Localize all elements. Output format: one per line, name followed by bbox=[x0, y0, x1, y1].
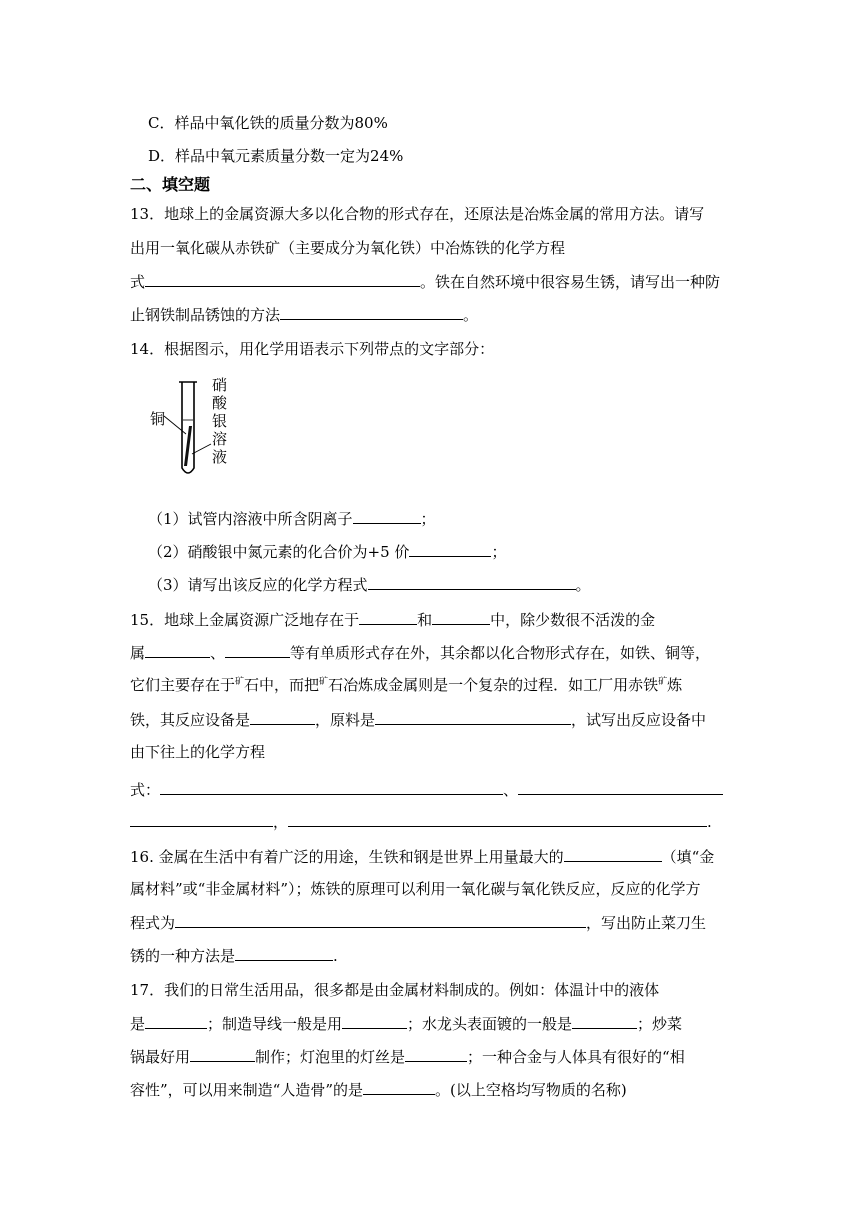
q14-text: ； bbox=[420, 510, 436, 528]
q15-blank-4[interactable] bbox=[225, 642, 290, 658]
q15-blank-9[interactable] bbox=[288, 811, 707, 827]
q13-text: 式 bbox=[130, 273, 146, 291]
q14-blank-anion[interactable] bbox=[353, 508, 421, 524]
q14-text: 。 bbox=[575, 576, 591, 594]
q13-line4 bbox=[130, 304, 740, 325]
q17-blank-4[interactable] bbox=[190, 1046, 255, 1062]
q17-text: ；水龙头表面镀的一般是 bbox=[407, 1015, 573, 1033]
section-title: 二、填空题 bbox=[130, 175, 211, 194]
q15-text: ， bbox=[273, 813, 289, 831]
q17-line3 bbox=[130, 1046, 740, 1067]
q15-text: 炼 bbox=[667, 676, 683, 694]
q15-blank-8[interactable] bbox=[518, 779, 723, 795]
q17-blank-6[interactable] bbox=[363, 1079, 435, 1095]
q17-line2 bbox=[130, 1013, 740, 1034]
q14-blank-valence[interactable] bbox=[409, 541, 491, 557]
test-tube-icon bbox=[146, 376, 246, 484]
q14-sub2 bbox=[148, 541, 758, 562]
q16-text: 16. 金属在生活中有着广泛的用途，生铁和钢是世界上用量最大的 bbox=[130, 848, 564, 866]
figure-label-silver-nitrate bbox=[212, 376, 227, 466]
q15-text: 式： bbox=[130, 781, 161, 799]
q15-text: 、 bbox=[503, 781, 519, 799]
q15-text: ，试写出反应设备中 bbox=[571, 711, 707, 729]
q17-blank-3[interactable] bbox=[572, 1013, 637, 1029]
q16-text: （填“金 bbox=[661, 848, 715, 866]
q13-text: 。 bbox=[463, 306, 479, 324]
q16-line4 bbox=[130, 945, 740, 966]
q15-line6 bbox=[130, 779, 740, 800]
q17-text: 制作；灯泡里的灯丝是 bbox=[255, 1048, 406, 1066]
q16-line2: 属材料”或“非金属材料”）；炼铁的原理可以利用一氧化碳与氧化铁反应，反应的化学方 bbox=[130, 880, 701, 898]
q15-text: 中，除少数很不活泼的金 bbox=[490, 611, 656, 629]
q15-mark: 矿 bbox=[658, 677, 668, 687]
q15-blank-3[interactable] bbox=[145, 642, 210, 658]
q17-line1: 17．我们的日常生活用品，很多都是由金属材料制成的。例如：体温计中的液体 bbox=[130, 981, 660, 999]
q16-text: ，写出防止菜刀生 bbox=[586, 914, 707, 932]
q15-text: ，原料是 bbox=[315, 711, 376, 729]
q16-blank-2[interactable] bbox=[175, 912, 586, 928]
q16-blank-1[interactable] bbox=[564, 846, 662, 862]
q14-text: （3）请写出该反应的化学方程式 bbox=[148, 576, 368, 594]
q15-text: 属 bbox=[130, 644, 146, 662]
q15-blank-2[interactable] bbox=[432, 609, 490, 625]
option-c: C．样品中氧化铁的质量分数为80% bbox=[148, 114, 388, 132]
q17-text: ；炒菜 bbox=[637, 1015, 683, 1033]
q14-text: ； bbox=[491, 543, 507, 561]
q16-text: . bbox=[333, 947, 338, 965]
q15-text: 等有单质形式存在外，其余都以化合物形式存在，如铁、铜等， bbox=[290, 644, 711, 662]
q15-text: 、 bbox=[210, 644, 226, 662]
q17-text: 容性”，可以用来制造“人造骨”的是 bbox=[130, 1081, 364, 1099]
q13-line3 bbox=[130, 271, 740, 292]
q15-text: 和 bbox=[417, 611, 433, 629]
q15-text: 石冶炼成金属则是一个复杂的过程．如工厂用赤铁 bbox=[328, 676, 659, 694]
q16-text: 锈的一种方法是 bbox=[130, 947, 236, 965]
q17-blank-5[interactable] bbox=[405, 1046, 467, 1062]
q15-text: 铁，其反应设备是 bbox=[130, 711, 251, 729]
q16-text: 程式为 bbox=[130, 914, 176, 932]
q17-text: 是 bbox=[130, 1015, 146, 1033]
figure-label-char: 银 bbox=[212, 412, 228, 430]
q15-line3 bbox=[130, 675, 740, 698]
q17-blank-2[interactable] bbox=[342, 1013, 407, 1029]
q15-mark: 矿 bbox=[319, 677, 329, 687]
q15-line4 bbox=[130, 709, 740, 730]
option-d: D．样品中氧元素质量分数一定为24% bbox=[148, 147, 404, 165]
q15-text: 石中，而把 bbox=[244, 676, 320, 694]
q17-line4 bbox=[130, 1079, 740, 1100]
q15-line2 bbox=[130, 642, 740, 663]
q15-blank-1[interactable] bbox=[359, 609, 417, 625]
q13-line1: 13．地球上的金属资源大多以化合物的形式存在，还原法是冶炼金属的常用方法。请写 bbox=[130, 205, 705, 223]
q14-sub1 bbox=[148, 508, 758, 529]
q15-line5: 由下往上的化学方程 bbox=[130, 743, 266, 761]
q15-blank-8-cont[interactable] bbox=[130, 811, 273, 827]
q13-blank-method[interactable] bbox=[280, 304, 463, 320]
q17-text: ；制造导线一般是用 bbox=[207, 1015, 343, 1033]
q15-text: . bbox=[707, 813, 712, 831]
q17-text: 锅最好用 bbox=[130, 1048, 191, 1066]
figure-label-copper: 铜 bbox=[150, 410, 166, 428]
q15-line1 bbox=[130, 609, 740, 630]
q15-blank-6[interactable] bbox=[375, 709, 571, 725]
q14-text: （1）试管内溶液中所含阴离子 bbox=[148, 510, 353, 528]
q13-line2: 出用一氧化碳从赤铁矿（主要成分为氧化铁）中冶炼铁的化学方程 bbox=[130, 239, 566, 257]
q15-text: 它们主要存在于 bbox=[130, 676, 236, 694]
q15-blank-7[interactable] bbox=[160, 779, 503, 795]
figure-label-char: 液 bbox=[212, 448, 228, 466]
q14-sub3 bbox=[148, 574, 758, 595]
figure-label-char: 硝 bbox=[212, 376, 228, 394]
q15-mark: 矿 bbox=[235, 677, 245, 687]
q14-stem: 14．根据图示，用化学用语表示下列带点的文字部分： bbox=[130, 340, 495, 358]
q15-text: 15．地球上金属资源广泛地存在于 bbox=[130, 611, 360, 629]
q17-text: ；一种合金与人体具有很好的“相 bbox=[467, 1048, 685, 1066]
q14-text: （2）硝酸银中氮元素的化合价为+5 价 bbox=[148, 543, 410, 561]
figure-label-char: 溶 bbox=[212, 430, 228, 448]
q13-text: 。铁在自然环境中很容易生锈，请写出一种防 bbox=[420, 273, 721, 291]
q17-blank-1[interactable] bbox=[145, 1013, 207, 1029]
q17-text: 。(以上空格均写物质的名称) bbox=[435, 1081, 627, 1099]
test-tube-figure bbox=[146, 376, 246, 484]
q14-blank-equation[interactable] bbox=[368, 574, 576, 590]
q13-blank-equation[interactable] bbox=[145, 271, 420, 287]
q13-text: 止钢铁制品锈蚀的方法 bbox=[130, 306, 281, 324]
q16-line1 bbox=[130, 846, 740, 867]
q16-blank-3[interactable] bbox=[235, 945, 333, 961]
figure-label-char: 酸 bbox=[212, 394, 228, 412]
q16-line3 bbox=[130, 912, 740, 933]
q15-blank-5[interactable] bbox=[250, 709, 315, 725]
q15-line7 bbox=[130, 811, 740, 832]
